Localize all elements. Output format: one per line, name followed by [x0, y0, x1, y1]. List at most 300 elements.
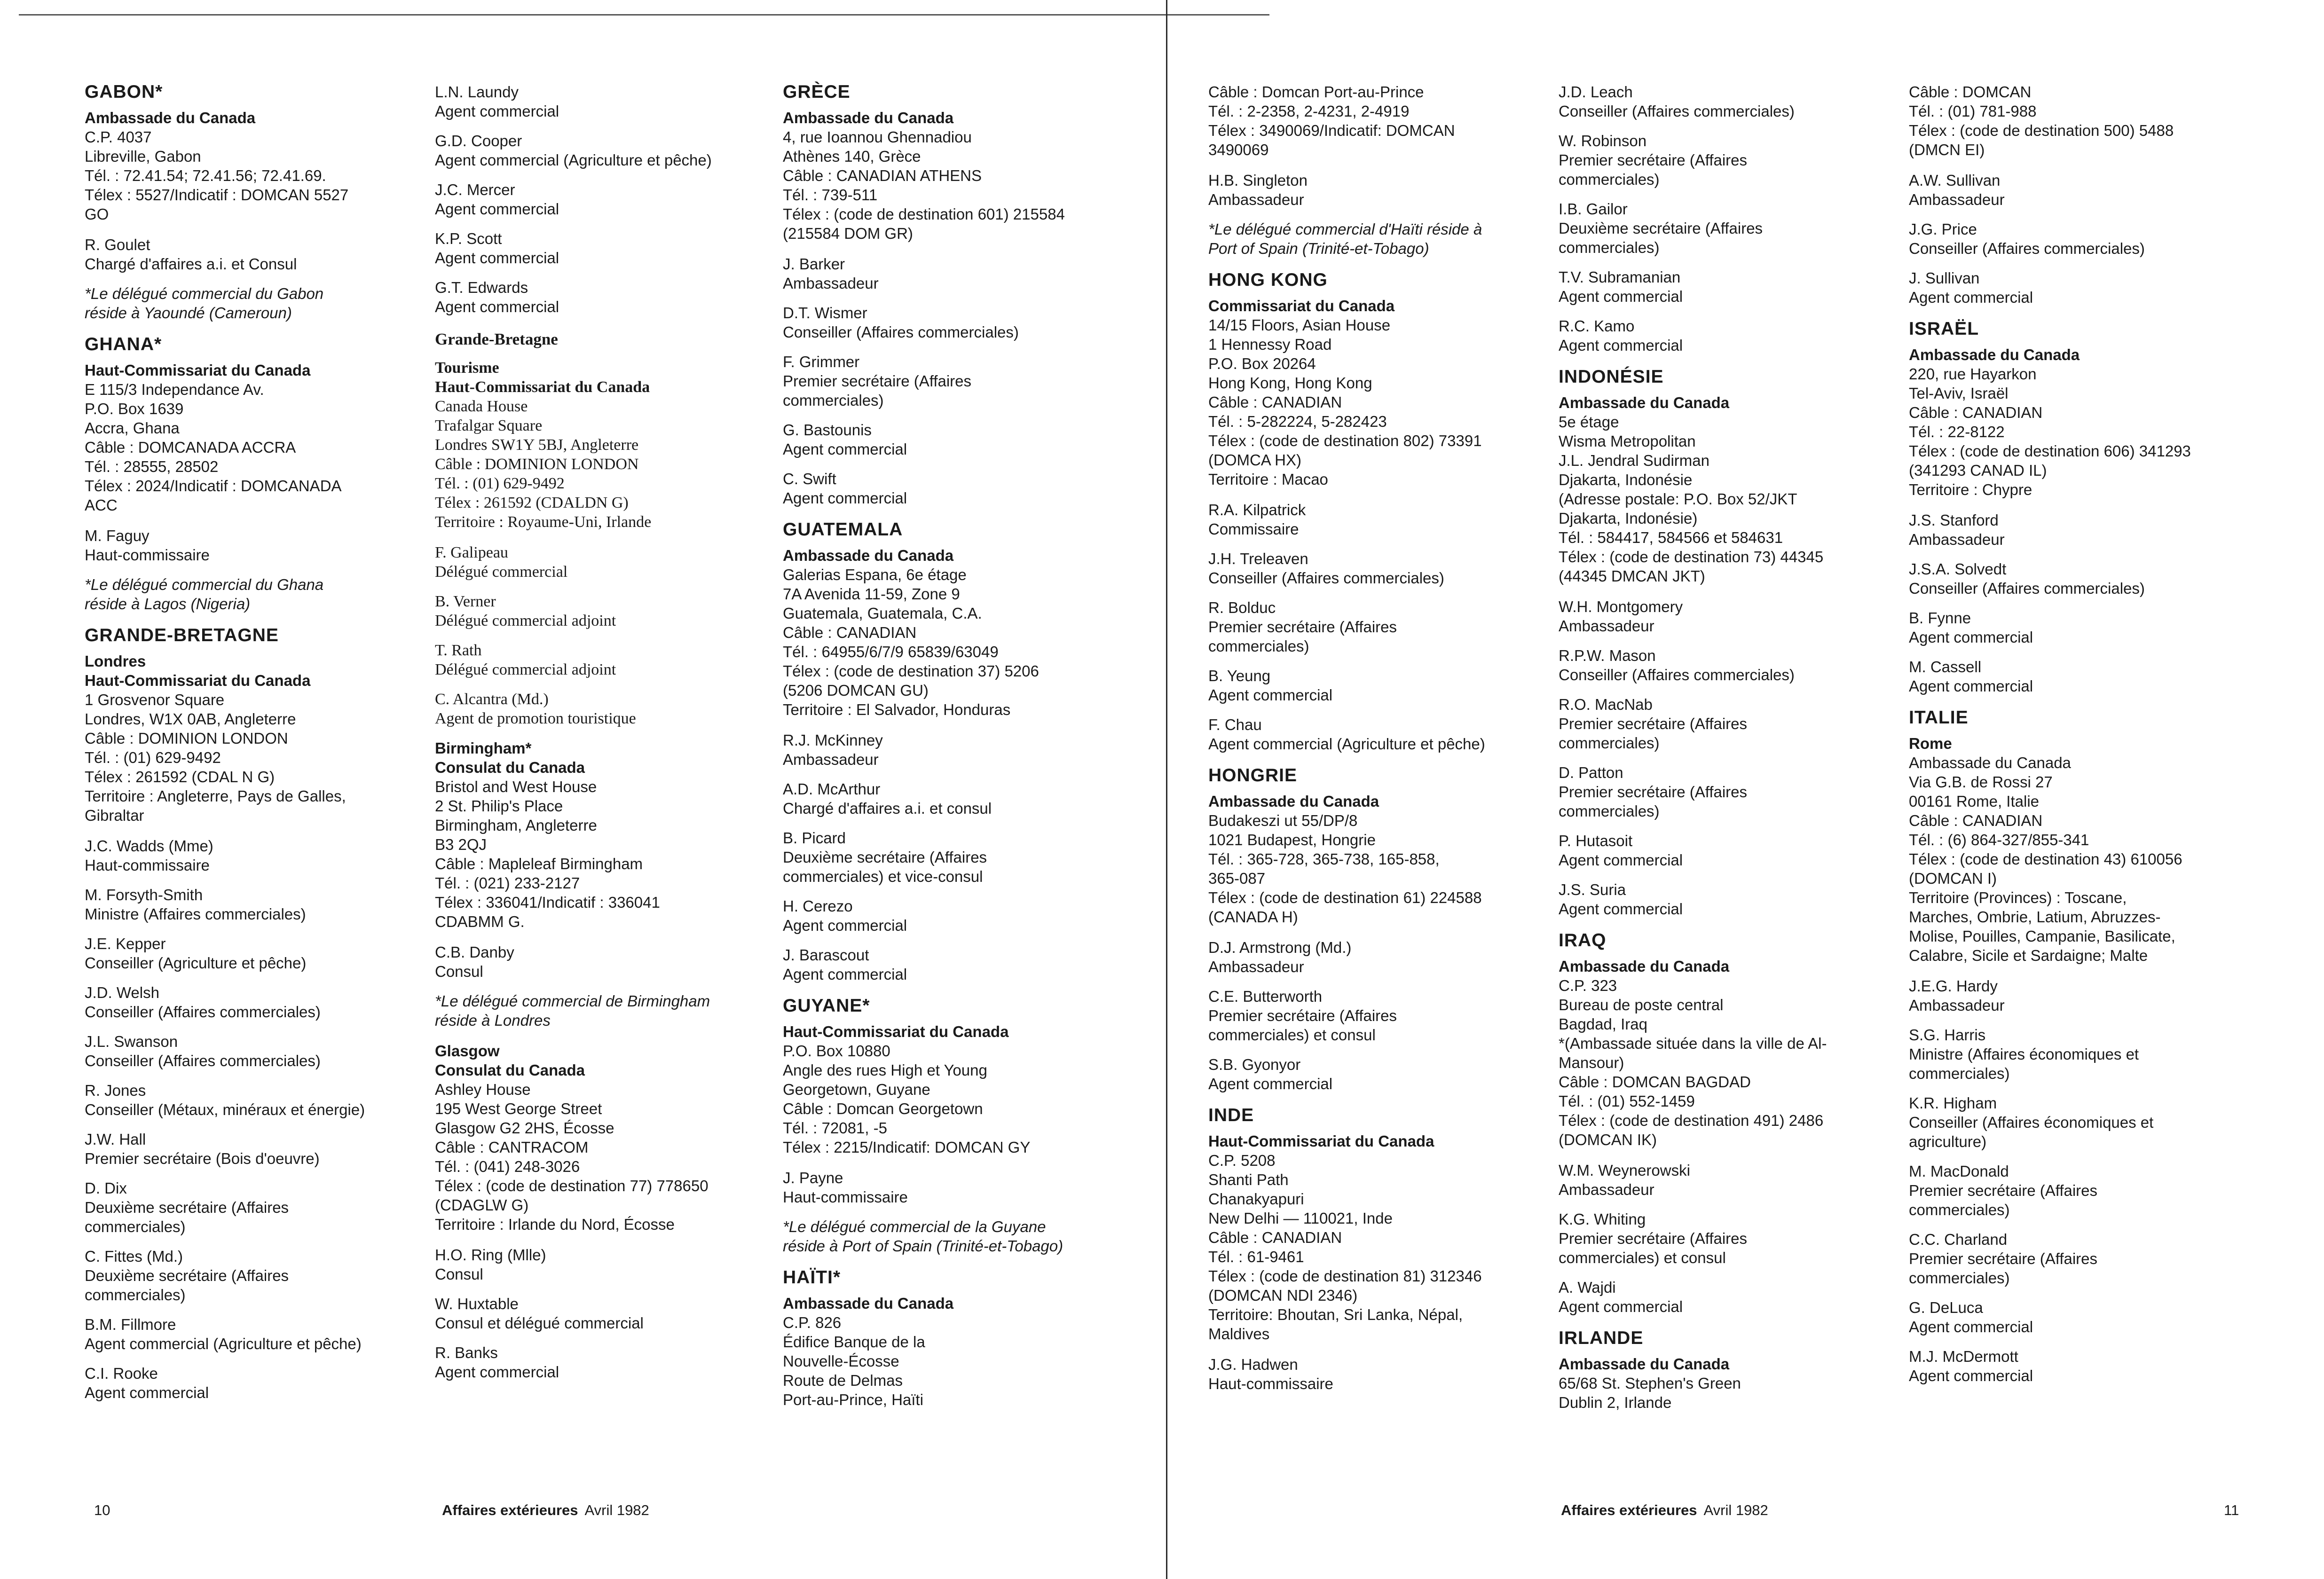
- address-line: Télex : (code de destination 606) 341293: [1909, 442, 2191, 460]
- country-heading: GHANA*: [85, 334, 162, 354]
- address-line: Télex : 261592 (CDALDN G): [435, 494, 629, 511]
- address-line: Télex : (code de destination 601) 215584: [783, 205, 1065, 223]
- staff-entry: [1208, 666, 1547, 705]
- footnote-line: *Le délégué commercial de la Guyane: [783, 1218, 1046, 1235]
- address-line: Londres, W1X 0AB, Angleterre: [85, 710, 296, 728]
- staff-title: Agent commercial: [1559, 851, 1683, 869]
- staff-name: D. Dix: [85, 1179, 127, 1197]
- address-line: Tél. : (6) 864-327/855-341: [1909, 831, 2089, 848]
- address-line: Tél. : 61-9461: [1208, 1248, 1304, 1265]
- staff-entry: [435, 592, 773, 630]
- address-line: Molise, Pouilles, Campanie, Basilicate,: [1909, 927, 2175, 945]
- address-line: Télex : (code de destination 500) 5488: [1909, 122, 2174, 139]
- mission-subtitle: Haut-Commissariat du Canada: [85, 672, 311, 689]
- staff-name: C.B. Danby: [435, 943, 514, 961]
- mission-title: Haut-Commissariat du Canada: [1208, 1132, 1434, 1150]
- staff-title: Ambassadeur: [1208, 958, 1304, 975]
- staff-name: A. Wajdi: [1559, 1279, 1616, 1296]
- address-line: Territoire : Macao: [1208, 471, 1328, 488]
- footnote: [1208, 220, 1547, 258]
- staff-name: K.P. Scott: [435, 230, 502, 247]
- staff-entry: [435, 1343, 773, 1382]
- address-line: Câble : DOMCANADA ACCRA: [85, 439, 296, 456]
- staff-name: R.J. McKinney: [783, 731, 883, 749]
- staff-title: commerciales): [1909, 1201, 2010, 1218]
- address-line: Télex : (code de destination 73) 44345: [1559, 548, 1824, 566]
- address-line: C.P. 826: [783, 1314, 842, 1331]
- address-line: 2 St. Philip's Place: [435, 797, 563, 815]
- mission-address-block: [783, 108, 1121, 243]
- footnote-line: *Le délégué commercial de Birmingham: [435, 992, 710, 1010]
- staff-name: B. Yeung: [1208, 667, 1271, 684]
- staff-title: commerciales): [1559, 802, 1660, 820]
- staff-entry: [1909, 511, 2247, 549]
- address-line: Shanti Path: [1208, 1171, 1289, 1188]
- staff-entry: [85, 1178, 409, 1236]
- address-line: Télex : (code de destination 61) 224588: [1208, 889, 1482, 906]
- staff-name: R. Banks: [435, 1344, 498, 1361]
- address-line: Territoire (Provinces) : Toscane,: [1909, 889, 2127, 906]
- staff-title: Ambassadeur: [1559, 1181, 1654, 1198]
- address-line: 3490069: [1208, 141, 1269, 158]
- address-line: Tel-Aviv, Israël: [1909, 385, 2009, 402]
- staff-name: D.T. Wismer: [783, 304, 867, 322]
- staff-name: H. Cerezo: [783, 897, 853, 915]
- address-line: Birmingham, Angleterre: [435, 817, 597, 834]
- staff-entry: [435, 131, 773, 170]
- address-line: Nouvelle-Écosse: [783, 1352, 899, 1370]
- staff-title: Haut-commissaire: [783, 1188, 908, 1206]
- staff-title: Agent commercial: [435, 298, 559, 315]
- address-line: Territoire : Irlande du Nord, Écosse: [435, 1216, 675, 1233]
- staff-title: Agent commercial: [1559, 900, 1683, 918]
- country-heading: ITALIE: [1909, 707, 1969, 728]
- staff-entry: [435, 278, 773, 316]
- address-line: (215584 DOM GR): [783, 225, 913, 242]
- staff-title: Premier secrétaire (Bois d'oeuvre): [85, 1150, 320, 1167]
- address-line: Guatemala, Guatemala, C.A.: [783, 605, 982, 622]
- staff-title: Délégué commercial adjoint: [435, 612, 616, 629]
- staff-entry: [85, 1130, 409, 1168]
- staff-entry: [1909, 1230, 2247, 1288]
- footer-publication: Affaires extérieures: [442, 1502, 578, 1518]
- footnote: [435, 991, 773, 1030]
- address-line: P.O. Box 1639: [85, 400, 184, 417]
- address-line: 14/15 Floors, Asian House: [1208, 316, 1391, 334]
- address-line: Câble : CANTRACOM: [435, 1139, 589, 1156]
- staff-title: commerciales): [783, 392, 884, 409]
- staff-name: J.E. Kepper: [85, 935, 166, 952]
- staff-name: M. Faguy: [85, 527, 150, 544]
- staff-entry: [1909, 268, 2247, 307]
- mission-address-block: [783, 1022, 1121, 1157]
- address-line: (DOMCAN I): [1909, 870, 1997, 887]
- mission-address-block: [1208, 296, 1547, 489]
- staff-name: A.D. McArthur: [783, 780, 881, 798]
- staff-name: G. Bastounis: [783, 421, 872, 439]
- footnote-line: réside à Lagos (Nigeria): [85, 595, 251, 613]
- mission-address-block: [1559, 957, 1897, 1149]
- address-line: C.P. 5208: [1208, 1152, 1276, 1169]
- mission-subtitle: Consulat du Canada: [435, 759, 585, 776]
- staff-entry: [1559, 316, 1897, 355]
- address-line: Télex : (code de destination 81) 312346: [1208, 1267, 1482, 1285]
- address-line: 4, rue Ioannou Ghennadiou: [783, 128, 972, 146]
- staff-entry: [783, 828, 1121, 886]
- staff-title: Deuxième secrétaire (Affaires: [85, 1267, 289, 1284]
- staff-entry: [1909, 220, 2247, 258]
- staff-entry: [1559, 1278, 1897, 1316]
- address-line: Tél. : 2-2358, 2-4231, 2-4919: [1208, 102, 1410, 120]
- address-line: Wisma Metropolitan: [1559, 432, 1696, 450]
- staff-entry: [783, 420, 1121, 459]
- staff-entry: [85, 1247, 409, 1304]
- address-line: E 115/3 Independance Av.: [85, 381, 264, 398]
- address-line: Tél. : 584417, 584566 et 584631: [1559, 529, 1783, 546]
- mission-address-block: [1559, 393, 1897, 586]
- mission-address-block: [1909, 345, 2247, 499]
- mission-title: Londres: [85, 652, 146, 670]
- left-page-footer: [442, 1502, 649, 1519]
- address-line: (341293 CANAD IL): [1909, 462, 2047, 479]
- staff-entry: [85, 836, 409, 875]
- section-heading: Grande-Bretagne: [435, 330, 558, 348]
- address-line: (CDAGLW G): [435, 1196, 529, 1214]
- staff-entry: [1208, 938, 1547, 976]
- staff-title: Premier secrétaire (Affaires: [1559, 783, 1748, 801]
- address-line: Tél. : (041) 248-3026: [435, 1158, 580, 1175]
- staff-title: Ministre (Affaires commerciales): [85, 905, 306, 923]
- address-line: Mansour): [1559, 1054, 1624, 1071]
- country-heading: GRANDE-BRETAGNE: [85, 625, 279, 645]
- address-line: Câble : DOMINION LONDON: [85, 730, 288, 747]
- address-line: Télex : (code de destination 77) 778650: [435, 1177, 709, 1194]
- staff-title: commerciales): [85, 1218, 186, 1235]
- staff-name: J.W. Hall: [85, 1131, 146, 1148]
- country-heading: INDE: [1208, 1105, 1254, 1125]
- staff-name: J.D. Leach: [1559, 83, 1633, 101]
- staff-name: R.P.W. Mason: [1559, 647, 1656, 664]
- address-line: Via G.B. de Rossi 27: [1909, 773, 2053, 791]
- address-line: Télex : 2024/Indicatif : DOMCANADA: [85, 477, 342, 495]
- staff-title: commerciales): [1909, 1065, 2010, 1082]
- staff-name: J.E.G. Hardy: [1909, 977, 1998, 995]
- staff-entry: [435, 543, 773, 581]
- staff-title: Premier secrétaire (Affaires: [1909, 1250, 2098, 1267]
- staff-name: F. Galipeau: [435, 544, 508, 561]
- address-line: 1021 Budapest, Hongrie: [1208, 831, 1376, 848]
- staff-entry: [1909, 1347, 2247, 1385]
- staff-name: B. Verner: [435, 593, 496, 610]
- staff-entry: [1909, 976, 2247, 1015]
- staff-entry: [783, 254, 1121, 293]
- country-heading: IRAQ: [1559, 930, 1607, 951]
- staff-entry: [1208, 598, 1547, 656]
- footnote-line: *Le délégué commercial du Ghana: [85, 576, 324, 593]
- staff-entry: [85, 1032, 409, 1070]
- address-line: *(Ambassade située dans la ville de Al-: [1559, 1035, 1827, 1052]
- mission-subtitle: Consulat du Canada: [435, 1061, 585, 1079]
- staff-name: D. Patton: [1559, 764, 1623, 781]
- staff-title: Conseiller (Affaires commerciales): [1208, 569, 1444, 587]
- mission-address-block: [435, 738, 773, 931]
- staff-title: Agent commercial: [435, 249, 559, 267]
- staff-title: Consul: [435, 963, 483, 980]
- footnote: [783, 1217, 1121, 1256]
- footer-date: Avril 1982: [584, 1502, 649, 1518]
- staff-name: J.G. Hadwen: [1208, 1356, 1298, 1373]
- staff-entry: [1559, 267, 1897, 306]
- address-line: Port-au-Prince, Haïti: [783, 1391, 923, 1408]
- staff-title: Conseiller (Agriculture et pêche): [85, 954, 307, 972]
- address-line: Dublin 2, Irlande: [1559, 1394, 1672, 1411]
- staff-title: commerciales): [1559, 239, 1660, 256]
- address-line: Tél. : (01) 629-9492: [435, 475, 565, 492]
- address-line: C.P. 323: [1559, 977, 1617, 994]
- staff-title: Premier secrétaire (Affaires: [1559, 1230, 1748, 1247]
- staff-title: Agent commercial: [783, 917, 907, 934]
- staff-name: C. Fittes (Md.): [85, 1248, 183, 1265]
- country-heading: HONGRIE: [1208, 765, 1298, 786]
- address-line: Territoire : Royaume-Uni, Irlande: [435, 513, 652, 531]
- staff-entry: [435, 943, 773, 981]
- right-page-column-2: [1559, 82, 1897, 1423]
- mission-title: Tourisme: [435, 359, 499, 377]
- address-line: Bristol and West House: [435, 778, 597, 795]
- staff-entry: [1909, 1025, 2247, 1083]
- address-line: Télex : 336041/Indicatif : 336041: [435, 894, 660, 911]
- staff-entry: [1909, 559, 2247, 598]
- staff-name: J. Sullivan: [1909, 269, 1980, 287]
- address-line: Câble : DOMCAN: [1909, 83, 2032, 101]
- staff-title: Deuxième secrétaire (Affaires: [85, 1199, 289, 1216]
- mission-address-block: [1559, 1354, 1897, 1412]
- address-line: Tél. : (01) 552-1459: [1559, 1092, 1695, 1110]
- staff-title: Premier secrétaire (Affaires: [1909, 1182, 2098, 1199]
- staff-entry: [1559, 597, 1897, 636]
- staff-entry: [435, 690, 773, 728]
- mission-address-block: [435, 1041, 773, 1234]
- mission-address-block: [783, 1294, 1121, 1409]
- address-line: (CANADA H): [1208, 908, 1298, 926]
- address-line: (DOMCAN NDI 2346): [1208, 1287, 1358, 1304]
- staff-title: commerciales): [1559, 734, 1660, 752]
- staff-entry: [435, 229, 773, 267]
- address-line: Tél. : 64955/6/7/9 65839/63049: [783, 643, 999, 660]
- staff-name: M. Cassell: [1909, 658, 1982, 676]
- staff-title: Délégué commercial adjoint: [435, 661, 616, 678]
- staff-name: J.G. Price: [1909, 220, 1977, 238]
- address-line: Galerias Espana, 6e étage: [783, 566, 967, 583]
- address-line: New Delhi — 110021, Inde: [1208, 1210, 1393, 1227]
- staff-name: C. Swift: [783, 470, 836, 487]
- mission-title: Commissariat du Canada: [1208, 297, 1395, 314]
- country-heading: GUATEMALA: [783, 519, 903, 540]
- address-line: GO: [85, 205, 109, 223]
- staff-title: Chargé d'affaires a.i. et consul: [783, 800, 992, 817]
- staff-title: Agent commercial: [1909, 1318, 2033, 1335]
- staff-name: I.B. Gailor: [1559, 200, 1628, 218]
- address-line: Télex : 2215/Indicatif: DOMCAN GY: [783, 1139, 1031, 1156]
- footnote-line: Port of Spain (Trinité-et-Tobago): [1208, 240, 1429, 257]
- mission-address-block: [783, 546, 1121, 719]
- footer-date: Avril 1982: [1703, 1502, 1768, 1518]
- staff-name: B.M. Fillmore: [85, 1316, 176, 1333]
- address-line: Télex : 5527/Indicatif : DOMCAN 5527: [85, 186, 349, 204]
- staff-title: Ambassadeur: [1909, 191, 2005, 208]
- staff-name: J.S.A. Solvedt: [1909, 560, 2007, 578]
- staff-title: commerciales) et consul: [1559, 1249, 1726, 1266]
- country-heading: HONG KONG: [1208, 270, 1328, 290]
- address-line: (DOMCA HX): [1208, 451, 1301, 469]
- footnote-line: réside à Yaoundé (Cameroun): [85, 304, 292, 322]
- staff-title: Conseiller (Affaires commerciales): [1909, 580, 2145, 597]
- staff-title: Conseiller (Affaires commerciales): [1559, 666, 1795, 683]
- address-line: P.O. Box 10880: [783, 1042, 890, 1060]
- staff-title: Ambassadeur: [1909, 531, 2005, 548]
- staff-name: R. Goulet: [85, 236, 150, 253]
- right-page-column-1: [1208, 82, 1547, 1404]
- address-line: Djakarta, Indonésie: [1559, 471, 1693, 488]
- address-line: Tél. : (01) 629-9492: [85, 749, 221, 766]
- staff-entry: [1559, 82, 1897, 121]
- mission-address-block: [1208, 1131, 1547, 1343]
- staff-entry: [1909, 1093, 2247, 1151]
- address-line: Câble : DOMINION LONDON: [435, 456, 639, 473]
- staff-name: J.C. Wadds (Mme): [85, 837, 213, 855]
- staff-entry: [435, 1294, 773, 1333]
- staff-title: Agent commercial: [1909, 628, 2033, 646]
- address-line: Territoire: Bhoutan, Sri Lanka, Népal,: [1208, 1306, 1463, 1323]
- staff-entry: [1909, 1298, 2247, 1336]
- mission-address-block: [1208, 792, 1547, 927]
- address-line: Câble : CANADIAN: [1208, 393, 1342, 411]
- mission-title: Ambassade du Canada: [1559, 394, 1730, 411]
- address-line: 7A Avenida 11-59, Zone 9: [783, 585, 960, 603]
- address-line: Tél. : 5-282224, 5-282423: [1208, 413, 1387, 430]
- address-line: Glasgow G2 2HS, Écosse: [435, 1119, 614, 1137]
- address-line: Télex : 3490069/Indicatif: DOMCAN: [1208, 122, 1455, 139]
- staff-name: S.G. Harris: [1909, 1026, 1986, 1044]
- staff-name: J.L. Swanson: [85, 1033, 178, 1050]
- staff-entry: [1909, 1162, 2247, 1219]
- staff-title: Délégué commercial: [435, 563, 568, 581]
- staff-title: Deuxième secrétaire (Affaires: [783, 848, 987, 866]
- staff-name: H.B. Singleton: [1208, 172, 1308, 189]
- address-line: Ambassade du Canada: [1909, 754, 2071, 771]
- address-line: Tél. : 739-511: [783, 186, 878, 204]
- address-line: (DOMCAN IK): [1559, 1131, 1657, 1148]
- staff-title: Conseiller (Métaux, minéraux et énergie): [85, 1101, 365, 1118]
- address-line: Télex : (code de destination 43) 610056: [1909, 850, 2182, 868]
- staff-title: Ministre (Affaires économiques et: [1909, 1045, 2139, 1063]
- staff-title: Haut-commissaire: [1208, 1375, 1333, 1392]
- staff-entry: [1909, 171, 2247, 209]
- address-line: C.P. 4037: [85, 128, 152, 146]
- country-heading: GABON*: [85, 82, 163, 102]
- staff-name: J. Payne: [783, 1169, 843, 1186]
- staff-entry: [1909, 608, 2247, 647]
- staff-entry: [783, 1168, 1121, 1207]
- staff-name: J.D. Welsh: [85, 984, 159, 1001]
- staff-title: Conseiller (Affaires économiques et: [1909, 1114, 2154, 1131]
- staff-name: F. Grimmer: [783, 353, 860, 370]
- staff-title: Conseiller (Affaires commerciales): [783, 323, 1019, 341]
- address-line: Territoire : Chypre: [1909, 481, 2033, 498]
- staff-name: R.C. Kamo: [1559, 317, 1635, 335]
- address-line: Gibraltar: [85, 807, 144, 824]
- address-line: Tél. : 72081, -5: [783, 1119, 887, 1137]
- address-line: Tél. : (021) 233-2127: [435, 874, 580, 892]
- mission-address-block: [1909, 82, 2247, 159]
- address-line: Câble : CANADIAN: [1909, 404, 2043, 421]
- footnote-line: *Le délégué commercial d'Haïti réside à: [1208, 220, 1482, 238]
- staff-name: G. DeLuca: [1909, 1299, 1983, 1316]
- footnote: [85, 575, 409, 613]
- staff-name: R.O. MacNab: [1559, 696, 1653, 713]
- staff-entry: [85, 235, 409, 274]
- country-heading: HAÏTI*: [783, 1267, 841, 1288]
- staff-entry: [85, 526, 409, 565]
- staff-title: commerciales): [1208, 637, 1309, 655]
- address-line: Bagdad, Iraq: [1559, 1015, 1647, 1033]
- staff-title: Chargé d'affaires a.i. et Consul: [85, 255, 297, 273]
- staff-name: T.V. Subramanian: [1559, 268, 1681, 286]
- mission-address-block: [1208, 82, 1547, 159]
- address-line: Budakeszi ut 55/DP/8: [1208, 812, 1358, 829]
- address-line: Télex : (code de destination 37) 5206: [783, 662, 1039, 680]
- left-page-column-3: [783, 82, 1121, 1421]
- address-line: Marches, Ombrie, Latium, Abruzzes-: [1909, 908, 2161, 926]
- address-line: Canada House: [435, 398, 528, 415]
- address-line: Tél. : 365-728, 365-738, 165-858,: [1208, 850, 1440, 868]
- mission-title: Ambassade du Canada: [1208, 793, 1379, 810]
- staff-name: C.E. Butterworth: [1208, 988, 1323, 1005]
- staff-entry: [85, 885, 409, 924]
- address-line: Câble : Mapleleaf Birmingham: [435, 855, 643, 872]
- staff-title: Agent commercial (Agriculture et pêche): [85, 1335, 362, 1352]
- staff-name: S.B. Gyonyor: [1208, 1056, 1301, 1073]
- staff-name: B. Fynne: [1909, 609, 1971, 627]
- address-line: Bureau de poste central: [1559, 996, 1724, 1013]
- staff-entry: [1559, 646, 1897, 684]
- staff-name: J.S. Suria: [1559, 881, 1626, 898]
- country-heading: IRLANDE: [1559, 1328, 1644, 1348]
- country-heading: INDONÉSIE: [1559, 367, 1664, 387]
- footnote-line: réside à Port of Spain (Trinité-et-Tobago): [783, 1237, 1064, 1255]
- address-line: Câble : CANADIAN: [1208, 1229, 1342, 1246]
- address-line: Câble : DOMCAN BAGDAD: [1559, 1073, 1751, 1091]
- staff-name: L.N. Laundy: [435, 83, 519, 101]
- address-line: (Adresse postale: P.O. Box 52/JKT: [1559, 490, 1797, 508]
- mission-title: Haut-Commissariat du Canada: [85, 361, 311, 379]
- staff-title: commerciales) et consul: [1208, 1026, 1376, 1044]
- staff-title: commerciales): [1909, 1269, 2010, 1287]
- staff-entry: [783, 469, 1121, 508]
- mission-title: Ambassade du Canada: [1559, 958, 1730, 975]
- staff-title: Commissaire: [1208, 520, 1299, 538]
- right-page-footer: [1561, 1502, 1768, 1519]
- staff-title: Haut-commissaire: [85, 856, 210, 874]
- staff-entry: [1559, 131, 1897, 189]
- address-line: P.O. Box 20264: [1208, 355, 1316, 372]
- address-line: Télex : (code de destination 802) 73391: [1208, 432, 1482, 449]
- staff-name: J.C. Mercer: [435, 181, 515, 198]
- address-line: J.L. Jendral Sudirman: [1559, 452, 1710, 469]
- country-heading: GRÈCE: [783, 82, 851, 102]
- mission-address-block: [435, 358, 773, 532]
- right-page-column-3: [1909, 82, 2247, 1396]
